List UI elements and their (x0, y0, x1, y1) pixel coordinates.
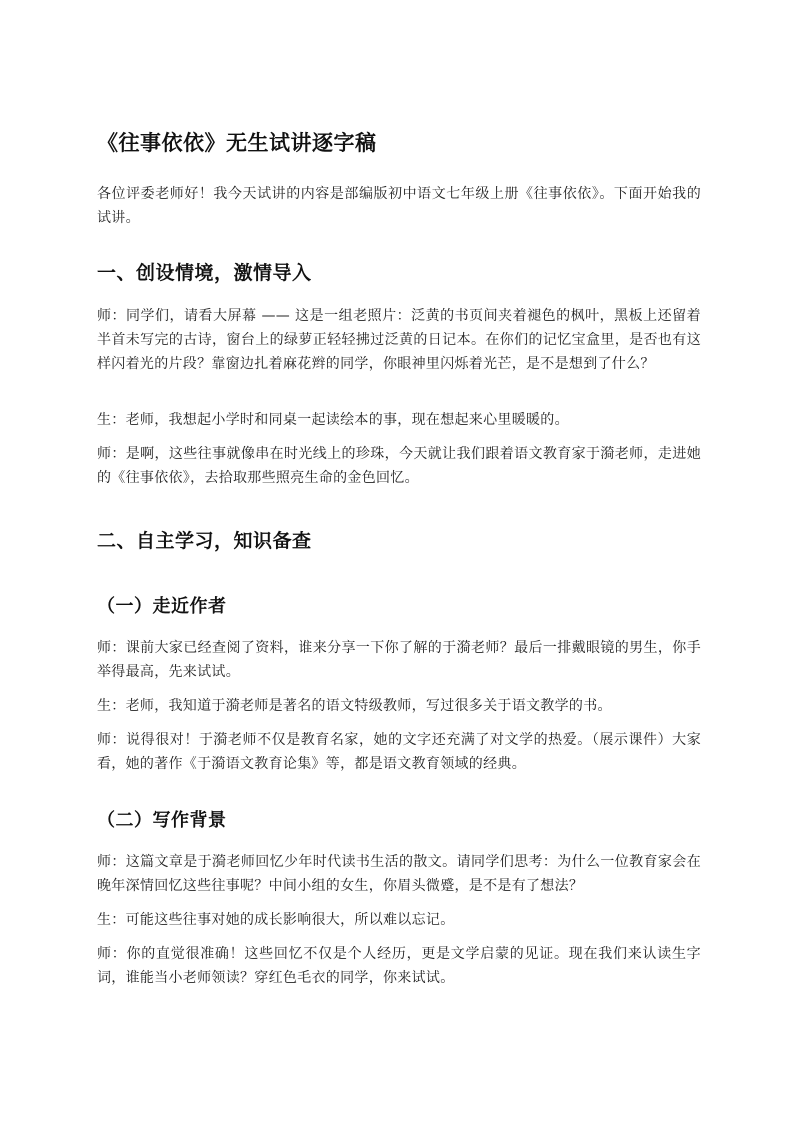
subsection-2-teacher-paragraph-2: 师：你的直觉很准确！这些回忆不仅是个人经历，更是文学启蒙的见证。现在我们来认读生字词，谁能当小老师领读？穿红色毛衣的同学，你来试试。 (97, 946, 701, 986)
document-page (97, 126, 701, 1000)
subsection-2-student-paragraph: 生：可能这些往事对她的成长影响很大，所以难以忘记。 (97, 912, 455, 928)
section-1-student-paragraph: 生：老师，我想起小学时和同桌一起读绘本的事，现在想起来心里暖暖的。 (97, 412, 569, 428)
subsection-2-teacher-paragraph-1: 师：这篇文章是于漪老师回忆少年时代读书生活的散文。请同学们思考：为什么一位教育家会在晚年深情回忆这些往事呢？中间小组的女生，你眉头微蹙，是不是有了想法？ (97, 854, 701, 894)
subsection-2-heading: （二）写作背景 (97, 810, 227, 831)
subsection-1-teacher-paragraph-2: 师：说得很对！于漪老师不仅是教育名家，她的文字还充满了对文学的热爱。（展示课件）大家看，她的著作《于漪语文教育论集》等，都是语文教育领域的经典。 (97, 732, 701, 772)
subsection-1-student-paragraph: 生：老师，我知道于漪老师是著名的语文特级教师，写过很多关于语文教学的书。 (97, 698, 612, 714)
section-1-heading: 一、创设情境，激情导入 (97, 262, 312, 284)
section-1-teacher-paragraph-2: 师：是啊，这些往事就像串在时光线上的珍珠，今天就让我们跟着语文教育家于漪老师，走进她的《往事依依》，去拾取那些照亮生命的金色回忆。 (97, 446, 701, 486)
intro-paragraph: 各位评委老师好！我今天试讲的内容是部编版初中语文七年级上册《往事依依》。下面开始我的试讲。 (97, 186, 701, 226)
subsection-1-teacher-paragraph-1: 师：课前大家已经查阅了资料，谁来分享一下你了解的于漪老师？最后一排戴眼镜的男生，你手举得最高，先来试试。 (97, 640, 701, 680)
section-2-heading: 二、自主学习，知识备查 (97, 530, 312, 552)
document-title: 《往事依依》无生试讲逐字稿 (97, 131, 377, 155)
section-1-teacher-paragraph-1: 师：同学们，请看大屏幕 —— 这是一组老照片：泛黄的书页间夹着褪色的枫叶，黑板上还留着半首未写完的古诗，窗台上的绿萝正轻轻拂过泛黄的日记本。在你们的记忆宝盒里，是否也有这样闪着光的片段？靠窗边扎着麻花辫的同学，你眼神里闪烁着光芒，是不是想到了什么？ (97, 308, 701, 372)
subsection-1-heading: （一）走近作者 (97, 596, 227, 617)
